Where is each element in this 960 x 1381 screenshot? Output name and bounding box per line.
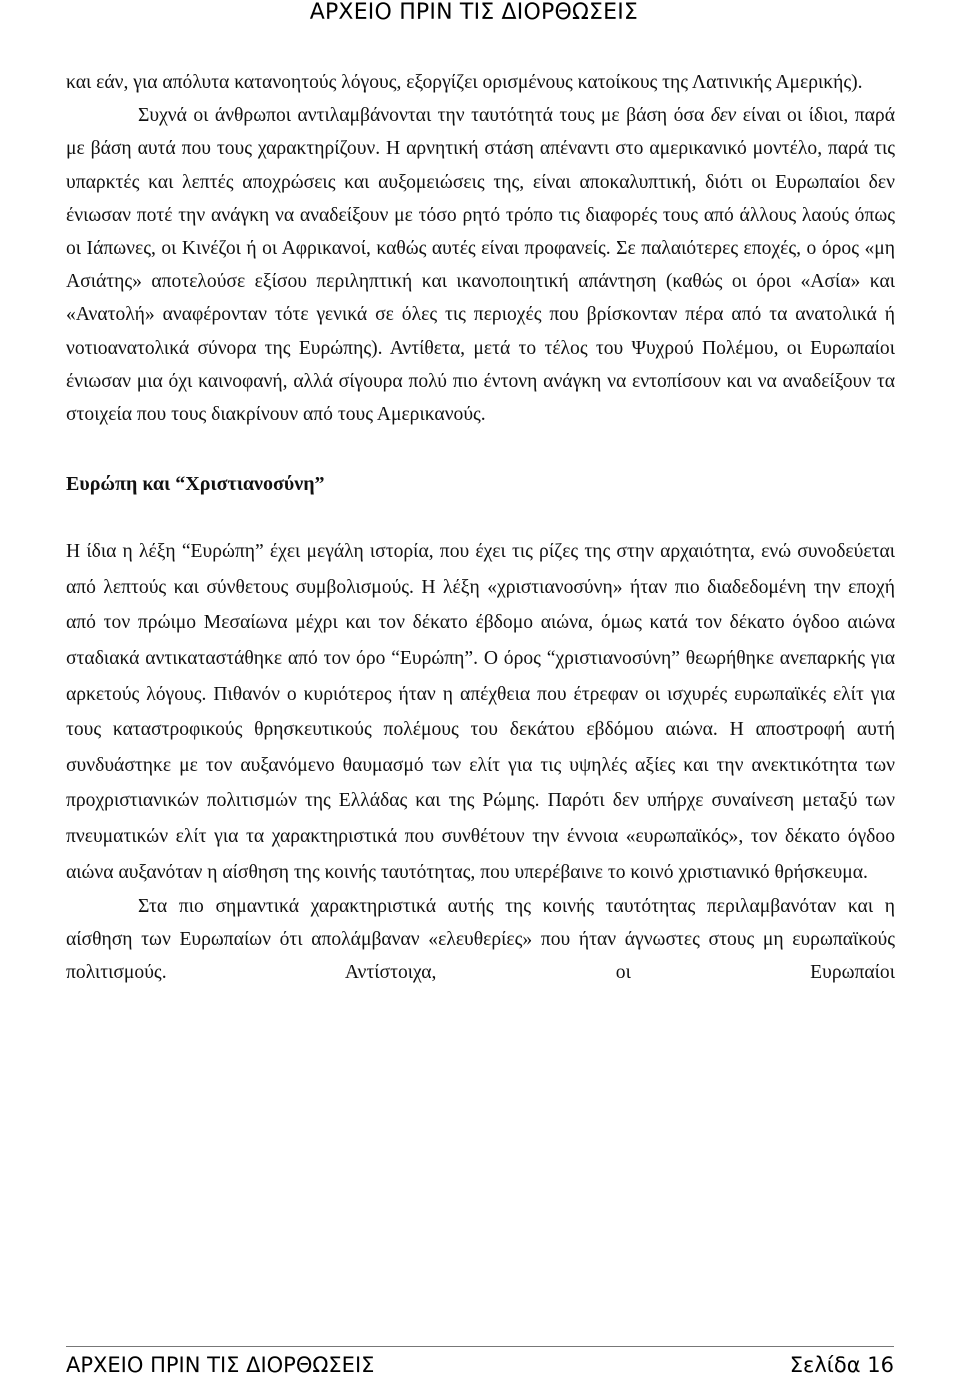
section-heading: Ευρώπη και “Χριστιανοσύνη”: [66, 473, 325, 496]
footer-title: ΑΡΧΕΙΟ ΠΡΙΝ ΤΙΣ ΔΙΟΡΘΩΣΕΙΣ: [66, 1353, 375, 1377]
paragraph-1: και εάν, για απόλυτα κατανοητούς λόγους, εξοργίζει ορισμένους κατοίκους της Λατινικής Αμερικής).: [66, 72, 863, 93]
paragraph-2-emphasis: δεν: [710, 105, 737, 127]
footer-divider: [66, 1346, 894, 1347]
paragraph-2-text-a: Συχνά οι άνθρωποι αντιλαμβάνονται την ταυτότητά τους με βάση όσα: [138, 105, 711, 127]
paragraph-4: Στα πιο σημαντικά χαρακτηριστικά αυτής της κοινής ταυτότητας περιλαμβανόταν και η αίσθηση των Ευρωπαίων ότι απολάμβαναν «ελευθερίες» που ήταν άγνωστες στους μη ευρωπαϊκούς πολιτισμούς. Αντίστοιχα, οι Ευρωπαίοι: [66, 896, 895, 984]
paragraph-2-text-b: είναι οι ίδιοι, παρά με βάση αυτά που τους χαρακτηρίζουν. Η αρνητική στάση απέναντι στο αμερικανικό μοντέλο, παρά τις υπαρκτές και λεπτές αποχρώσεις και αυξομειώσεις της, είναι αποκαλυπτική, διότι οι Ευρωπαίοι δεν ένιωσαν ποτέ την ανάγκη να αναδείξουν με τόσο ρητό τρόπο τις διαφορές τους από άλλους λαούς όπως οι Ιάπωνες, οι Κινέζοι ή οι Αφρικανοί, καθώς αυτές είναι προφανείς. Σε παλαιότερες εποχές, ο όρος «μη Ασιάτης» αποτελούσε εξίσου περιληπτική και ικανοποιητική απάντηση (καθώς οι όροι «Ασία» και «Ανατολή» αναφέρονταν τότε γενικά σε όλες τις περιοχές που βρίσκονταν πέρα από τα ανατολικά ή νοτιοανατολικά σύνορα της Ευρώπης). Αντίθετα, μετά το τέλος του Ψυχρού Πολέμου, οι Ευρωπαίοι ένιωσαν μια όχι καινοφανή, αλλά σίγουρα πολύ πιο έντονη ανάγκη να εντοπίσουν και να αναδείξουν τα στοιχεία που τους διακρίνουν από τους Αμερικανούς.: [66, 105, 895, 426]
header-title: ΑΡΧΕΙΟ ΠΡΙΝ ΤΙΣ ΔΙΟΡΘΩΣΕΙΣ: [309, 0, 638, 25]
paragraph-2: [66, 99, 895, 431]
page-footer: [66, 1352, 894, 1378]
page-body: [66, 66, 895, 989]
page-number: Σελίδα 16: [789, 1353, 894, 1377]
paragraph-3: Η ίδια η λέξη “Ευρώπη” έχει μεγάλη ιστορία, που έχει τις ρίζες της στην αρχαιότητα, ενώ συνοδεύεται από λεπτούς και σύνθετους συμβολισμούς. Η λέξη «χριστιανοσύνη» ήταν πιο διαδεδομένη την εποχή από τον πρώιμο Μεσαίωνα μέχρι και τον δέκατο έβδομο αιώνα, όμως κατά τον δέκατο όγδοο αιώνα σταδιακά αντικαταστάθηκε από τον όρο “Ευρώπη”. Ο όρος “χριστιανοσύνη” θεωρήθηκε ανεπαρκής για αρκετούς λόγους. Πιθανόν ο κυριότερος ήταν η απέχθεια που έτρεφαν οι ισχυρές ευρωπαϊκές ελίτ για τους καταστροφικούς θρησκευτικούς πολέμους του δεκάτου εβδόμου αιώνα. Η αποστροφή αυτή συνδυάστηκε με τον αυξανόμενο θαυμασμό των ελίτ για τις υψηλές αξίες και την ανεκτικότητα των προχριστιανικών πολιτισμών της Ελλάδας και της Ρώμης. Παρότι δεν υπήρχε συναίνεση μεταξύ των πνευματικών ελίτ για τα χαρακτηριστικά που συνθέτουν την έννοια «ευρωπαϊκός», τον δέκατο όγδοο αιώνα αυξανόταν η αίσθηση της κοινής ταυτότητας, που υπερέβαινε το κοινό χριστιανικό θρήσκευμα.: [66, 541, 895, 883]
page-header: [0, 0, 960, 26]
